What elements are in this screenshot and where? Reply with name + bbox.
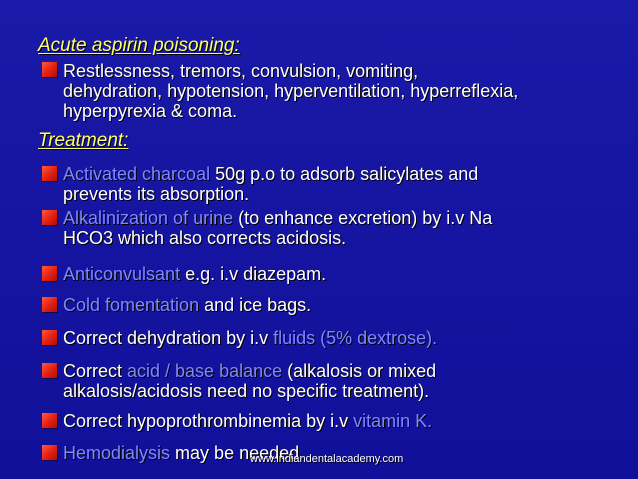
treatment-highlight: Activated charcoal (63, 164, 211, 184)
treatment-text: Correct hypoprothrombinemia by i.v (63, 411, 354, 431)
treatment-item (63, 164, 628, 204)
treatment-item (63, 208, 628, 248)
treatment-heading: Treatment: (38, 130, 129, 151)
treatment-item (63, 411, 628, 431)
treatment-item (63, 361, 628, 401)
treatment-text: and ice bags. (199, 295, 312, 315)
treatment-text: Correct (63, 361, 128, 381)
treatment-text: (to enhance excretion) by i.v Na (233, 208, 493, 228)
bullet-icon (42, 62, 57, 77)
treatment-highlight: acid / base balance (127, 361, 283, 381)
treatment-text: Correct dehydration by i.v (63, 328, 274, 348)
bullet-icon (42, 445, 57, 460)
treatment-highlight: fluids (5% dextrose). (273, 328, 438, 348)
treatment-item (63, 295, 628, 315)
treatment-highlight: Alkalinization of urine (63, 208, 234, 228)
treatment-text: may be needed. (170, 443, 305, 463)
footer-url: www.indiandentalacademy.com (250, 453, 404, 465)
symptoms-line: Restlessness, tremors, convulsion, vomiting, (63, 61, 419, 81)
bullet-icon (42, 210, 57, 225)
bullet-icon (42, 363, 57, 378)
treatment-text: e.g. i.v diazepam. (180, 264, 327, 284)
treatment-highlight: Anticonvulsant (63, 264, 181, 284)
treatment-text: alkalosis/acidosis need no specific treatment). (63, 381, 430, 401)
bullet-icon (42, 166, 57, 181)
treatment-item (63, 264, 628, 284)
treatment-item (63, 328, 628, 348)
treatment-text: (alkalosis or mixed (282, 361, 437, 381)
treatment-highlight: Cold fomentation (63, 295, 200, 315)
treatment-highlight: vitamin K. (353, 411, 433, 431)
treatment-text: HCO3 which also corrects acidosis. (63, 228, 347, 248)
treatment-highlight: Hemodialysis (63, 443, 171, 463)
symptoms-line: dehydration, hypotension, hyperventilation, hyperreflexia, (63, 81, 519, 101)
symptoms-line: hyperpyrexia & coma. (63, 101, 238, 121)
bullet-icon (42, 413, 57, 428)
treatment-text: prevents its absorption. (63, 184, 250, 204)
treatment-text: 50g p.o to adsorb salicylates and (210, 164, 479, 184)
bullet-icon (42, 297, 57, 312)
symptoms-item (63, 61, 628, 121)
bullet-icon (42, 266, 57, 281)
poisoning-heading: Acute aspirin poisoning: (38, 35, 240, 56)
bullet-icon (42, 330, 57, 345)
